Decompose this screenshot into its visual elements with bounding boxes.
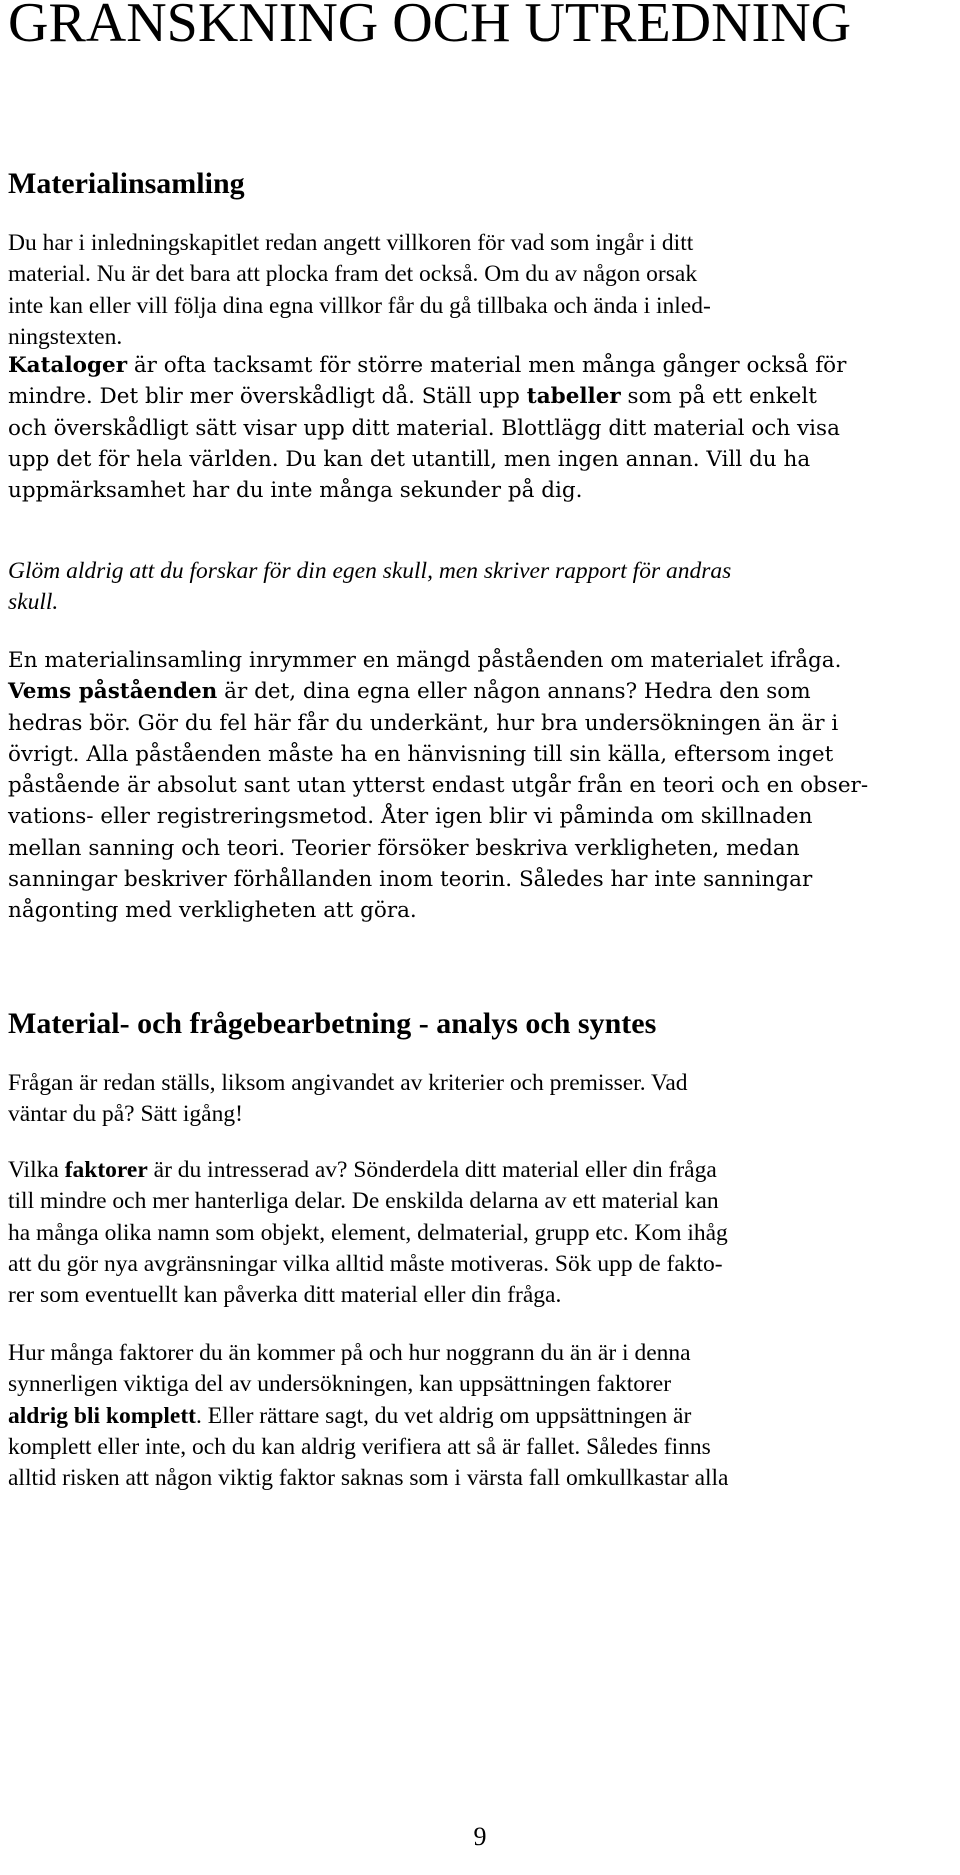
- paragraph-line: material. Nu är det bara att plocka fram det också. Om du av någon orsak: [8, 261, 698, 288]
- paragraph-line: någonting med verkligheten att göra.: [8, 898, 417, 924]
- paragraph-line: till mindre och mer hanterliga delar. De enskilda delarna av ett material kan: [8, 1188, 719, 1215]
- paragraph-line: Glöm aldrig att du forskar för din egen skull, men skriver rapport för andras: [8, 558, 732, 584]
- paragraph-line: ha många olika namn som objekt, element, delmaterial, grupp etc. Kom ihåg: [8, 1219, 728, 1246]
- paragraph-komplett: [8, 1338, 948, 1494]
- page-number: 9: [473, 1822, 487, 1851]
- bold-term-tabeller: tabeller: [526, 384, 621, 410]
- paragraph-line: uppmärksamhet har du inte många sekunder på dig.: [8, 478, 583, 504]
- paragraph-line: väntar du på? Sätt igång!: [8, 1101, 243, 1128]
- paragraph-line: alltid risken att någon viktig faktor saknas som i värsta fall omkullkastar alla: [8, 1465, 729, 1492]
- paragraph-line: att du gör nya avgränsningar vilka alltid måste motiveras. Sök upp de fakto-: [8, 1250, 723, 1277]
- paragraph-line: upp det för hela världen. Du kan det utantill, men ingen annan. Vill du ha: [8, 446, 811, 472]
- paragraph-line: Hur många faktorer du än kommer på och hur noggrann du än är i denna: [8, 1340, 691, 1366]
- bold-term-kataloger: Kataloger: [8, 353, 128, 378]
- paragraph-quote: [8, 556, 948, 619]
- paragraph-fragan: [8, 1068, 948, 1131]
- paragraph-line: ningstexten.: [8, 323, 123, 350]
- paragraph-pastaenden: [8, 645, 948, 927]
- line-text: som på ett enkelt: [620, 384, 817, 410]
- line-text: mindre. Det blir mer överskådligt då. Ställ upp: [8, 384, 527, 410]
- document-title: GRANSKNING OCH UTREDNING: [8, 0, 852, 54]
- paragraph-line: övrigt. Alla påståenden måste ha en hänvisning till sin källa, eftersom inget: [8, 741, 834, 767]
- paragraph-faktorer: [8, 1155, 948, 1311]
- bold-term-vems-pastaenden: Vems påståenden: [8, 679, 218, 705]
- paragraph-line: komplett eller inte, och du kan aldrig verifiera att så är fallet. Således finns: [8, 1433, 711, 1460]
- paragraph-kataloger: [8, 350, 948, 506]
- paragraph-line: hedras bör. Gör du fel här får du underkänt, hur bra undersökningen än är i: [8, 710, 839, 736]
- document-page: [8, 0, 952, 1875]
- paragraph-line: mellan sanning och teori. Teorier försöker beskriva verkligheten, medan: [8, 835, 800, 861]
- line-text: är ofta tacksamt för större material men många gånger också för: [127, 353, 847, 378]
- paragraph-line: Du har i inledningskapitlet redan angett villkoren för vad som ingår i ditt: [8, 230, 694, 256]
- paragraph-line: [8, 350, 948, 381]
- paragraph-line: och överskådligt sätt visar upp ditt material. Blottlägg ditt material och visa: [8, 415, 840, 441]
- section-heading-bearbetning: Material- och frågebearbetning - analys och syntes: [8, 1007, 657, 1040]
- paragraph-line: vations- eller registreringsmetod. Åter igen blir vi påminda om skillnaden: [8, 804, 813, 830]
- paragraph-villkor: [8, 228, 948, 353]
- paragraph-line: skull.: [8, 589, 59, 616]
- bold-term-faktorer: faktorer: [64, 1157, 148, 1183]
- paragraph-line: synnerligen viktiga del av undersökningen, kan uppsättningen faktorer: [8, 1371, 672, 1398]
- line-text: är du intresserad av? Sönderdela ditt material eller din fråga: [147, 1157, 717, 1183]
- paragraph-line: [8, 1155, 948, 1186]
- paragraph-line: Frågan är redan ställs, liksom angivandet av kriterier och premisser. Vad: [8, 1070, 688, 1096]
- paragraph-line: [8, 381, 948, 412]
- paragraph-line: [8, 676, 948, 707]
- paragraph-line: En materialinsamling inrymmer en mängd påståenden om materialet ifråga.: [8, 648, 842, 673]
- bold-term-aldrig-bli-komplett: aldrig bli komplett: [8, 1402, 197, 1429]
- paragraph-line: sanningar beskriver förhållanden inom teorin. Således har inte sanningar: [8, 867, 813, 893]
- paragraph-line: [8, 1401, 948, 1432]
- paragraph-line: inte kan eller vill följa dina egna villkor får du gå tillbaka och ända i inled-: [8, 292, 711, 319]
- line-text: Vilka: [8, 1157, 65, 1183]
- paragraph-line: rer som eventuellt kan påverka ditt material eller din fråga.: [8, 1282, 562, 1309]
- section-heading-materialinsamling: Materialinsamling: [8, 167, 245, 200]
- line-text: är det, dina egna eller någon annans? Hedra den som: [217, 679, 811, 705]
- paragraph-line: påstående är absolut sant utan ytterst endast utgår från en teori och en obser-: [8, 773, 869, 799]
- line-text: . Eller rättare sagt, du vet aldrig om uppsättningen är: [196, 1402, 692, 1429]
